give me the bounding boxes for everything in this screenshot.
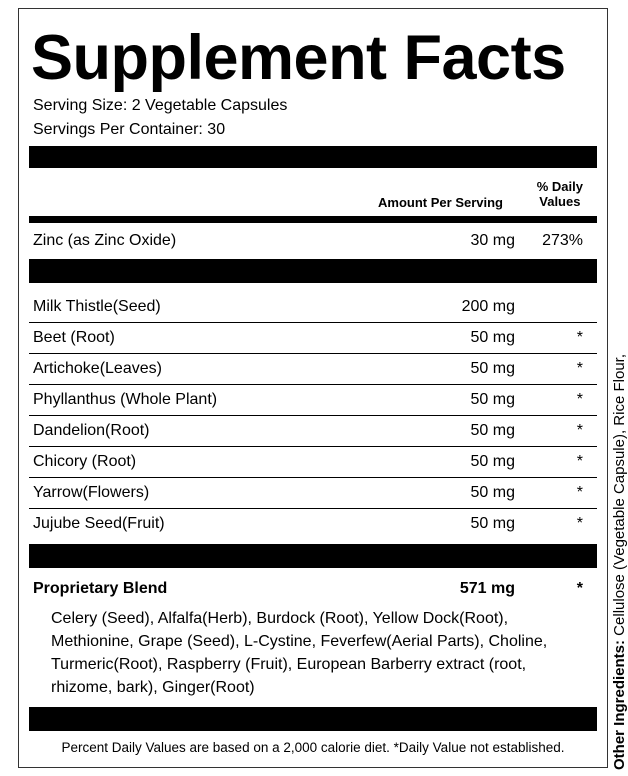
ingredient-name: Chicory (Root) (33, 453, 137, 470)
divider-bar (29, 259, 597, 283)
supplement-facts-panel (18, 8, 608, 768)
table-row (29, 291, 597, 323)
footnote: Percent Daily Values are based on a 2,000 calorie diet. *Daily Value not established. (61, 740, 565, 755)
title: Supplement Facts (31, 23, 566, 93)
nutrient-dv: 273% (542, 232, 583, 249)
amount-header: Amount Per Serving (378, 195, 503, 210)
blend-name: Proprietary Blend (33, 580, 168, 597)
ingredient-dv: * (576, 360, 583, 377)
dv-header-1: % Daily (536, 179, 583, 194)
ingredient-amount: 50 mg (470, 484, 515, 501)
table-row (29, 477, 597, 509)
table-row (29, 415, 597, 447)
ingredient-dv: * (576, 484, 583, 501)
table-row-proprietary-blend (29, 573, 597, 604)
divider-bar (29, 544, 597, 568)
ingredient-dv: * (576, 422, 583, 439)
serving-size: Serving Size: 2 Vegetable Capsules (33, 97, 288, 114)
ingredient-dv: * (576, 515, 583, 532)
ingredient-name: Milk Thistle(Seed) (33, 298, 161, 315)
table-row-zinc (29, 225, 597, 256)
blend-ingredients: Celery (Seed), Alfalfa(Herb), Burdock (Root), Yellow Dock(Root), Methionine, Grape (Seed), L-Cystine, Feverfew(Aerial Parts), Choline, Turmeric(Root), Raspberry (Fruit), European Barberry extract (root, rhizome, bark), Ginger(Root) (51, 610, 548, 696)
table-row (29, 384, 597, 416)
ingredient-name: Artichoke(Leaves) (33, 360, 162, 377)
ingredient-amount: 50 mg (470, 329, 515, 346)
divider-bar (29, 707, 597, 731)
divider-bar (29, 216, 597, 223)
other-ingredients (611, 0, 628, 770)
nutrient-name: Zinc (as Zinc Oxide) (33, 232, 177, 249)
blend-dv: * (576, 580, 583, 597)
ingredient-name: Jujube Seed(Fruit) (33, 515, 165, 532)
other-ingredients-text: Cellulose (Vegetable Capsule), Rice Flour, (611, 353, 628, 636)
ingredient-dv: * (576, 391, 583, 408)
blend-amount: 571 mg (459, 580, 515, 597)
table-row (29, 322, 597, 354)
ingredient-amount: 50 mg (470, 391, 515, 408)
other-ingredients-label: Other Ingredients: (611, 639, 628, 770)
servings-per-container: Servings Per Container: 30 (33, 121, 226, 138)
ingredient-amount: 50 mg (470, 453, 515, 470)
table-row (29, 353, 597, 385)
ingredient-dv: * (576, 453, 583, 470)
ingredient-name: Beet (Root) (33, 329, 115, 346)
ingredient-amount: 50 mg (470, 515, 515, 532)
ingredient-name: Yarrow(Flowers) (33, 484, 150, 501)
ingredient-amount: 50 mg (470, 360, 515, 377)
ingredient-name: Phyllanthus (Whole Plant) (33, 391, 218, 408)
ingredient-name: Dandelion(Root) (33, 422, 150, 439)
ingredient-amount: 200 mg (461, 298, 515, 315)
nutrient-amount: 30 mg (470, 232, 515, 249)
table-row (29, 508, 597, 539)
ingredient-amount: 50 mg (470, 422, 515, 439)
ingredient-dv: * (576, 329, 583, 346)
dv-header-2: Values (539, 194, 581, 209)
table-row (29, 446, 597, 478)
divider-bar (29, 146, 597, 168)
